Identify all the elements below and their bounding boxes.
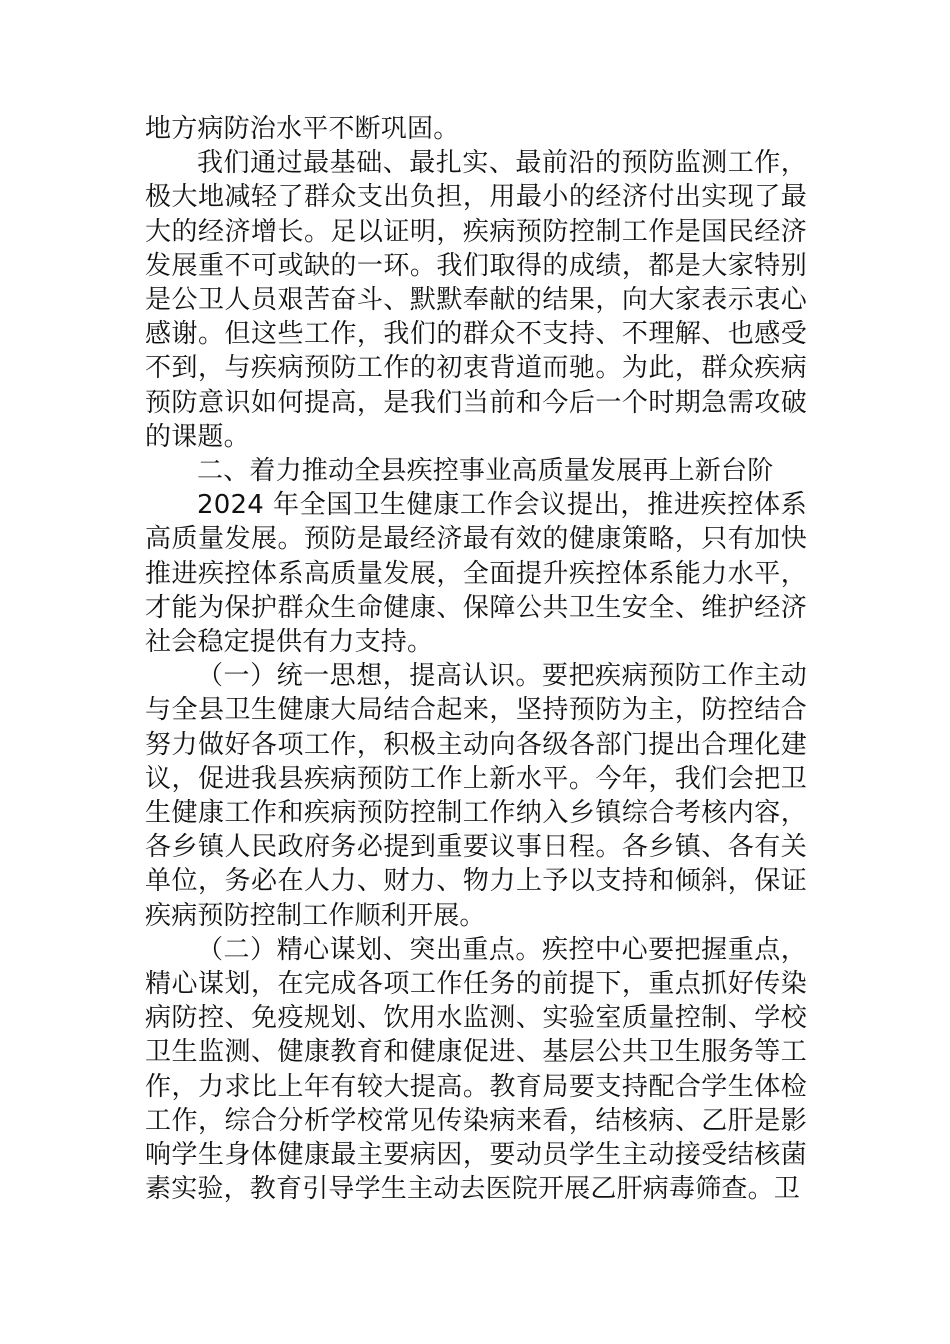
section-heading: 二、着力推动全县疾控事业高质量发展再上新台阶 <box>197 456 774 487</box>
document-body <box>145 112 807 1207</box>
paragraph-achievements: 我们通过最基础、最扎实、最前沿的预防监测工作，极大地减轻了群众支出负担，用最小的经济付出实现了最大的经济增长。足以证明，疾病预防控制工作是国民经济发展重不可或缺的一环。我们取得的成绩，都是大家特别是公卫人员艰苦奋斗、默默奉献的结果，向大家表示衷心感谢。但这些工作，我们的群众不支持、不理解、也感受不到，与疾病预防工作的初衷背道而驰。为此，群众疾病预防意识如何提高，是我们当前和今后一个时期急需攻破的课题。 <box>145 148 807 452</box>
paragraph-careful-planning: （二）精心谋划、突出重点。疾控中心要把握重点，精心谋划，在完成各项工作任务的前提下，重点抓好传染病防控、免疫规划、饮用水监测、实验室质量控制、学校卫生监测、健康教育和健康促进、基层公共卫生服务等工作，力求比上年有较大提高。教育局要支持配合学生体检工作，综合分析学校常见传染病来看，结核病、乙肝是影响学生身体健康最主要病因，要动员学生主动接受结核菌素实验，教育引导学生主动去医院开展乙肝病毒筛查。卫 <box>145 934 807 1205</box>
paragraph-unify-thinking: （一）统一思想，提高认识。要把疾病预防工作主动与全县卫生健康大局结合起来，坚持预防为主，防控结合努力做好各项工作，积极主动向各级各部门提出合理化建议，促进我县疾病预防工作上新水平。今年，我们会把卫生健康工作和疾病预防控制工作纳入乡镇综合考核内容，各乡镇人民政府务必提到重要议事日程。各乡镇、各有关单位，务必在人力、财力、物力上予以支持和倾斜，保证疾病预防控制工作顺利开展。 <box>145 661 807 931</box>
paragraph-continuation: 地方病防治水平不断巩固。 <box>145 114 460 144</box>
paragraph-2024-conference: 2024 年全国卫生健康工作会议提出，推进疾控体系高质量发展。预防是最经济最有效的健康策略，只有加快推进疾控体系高质量发展，全面提升疾控体系能力水平，才能为保护群众生命健康、保障公共卫生安全、维护经济社会稳定提供有力支持。 <box>145 490 807 658</box>
